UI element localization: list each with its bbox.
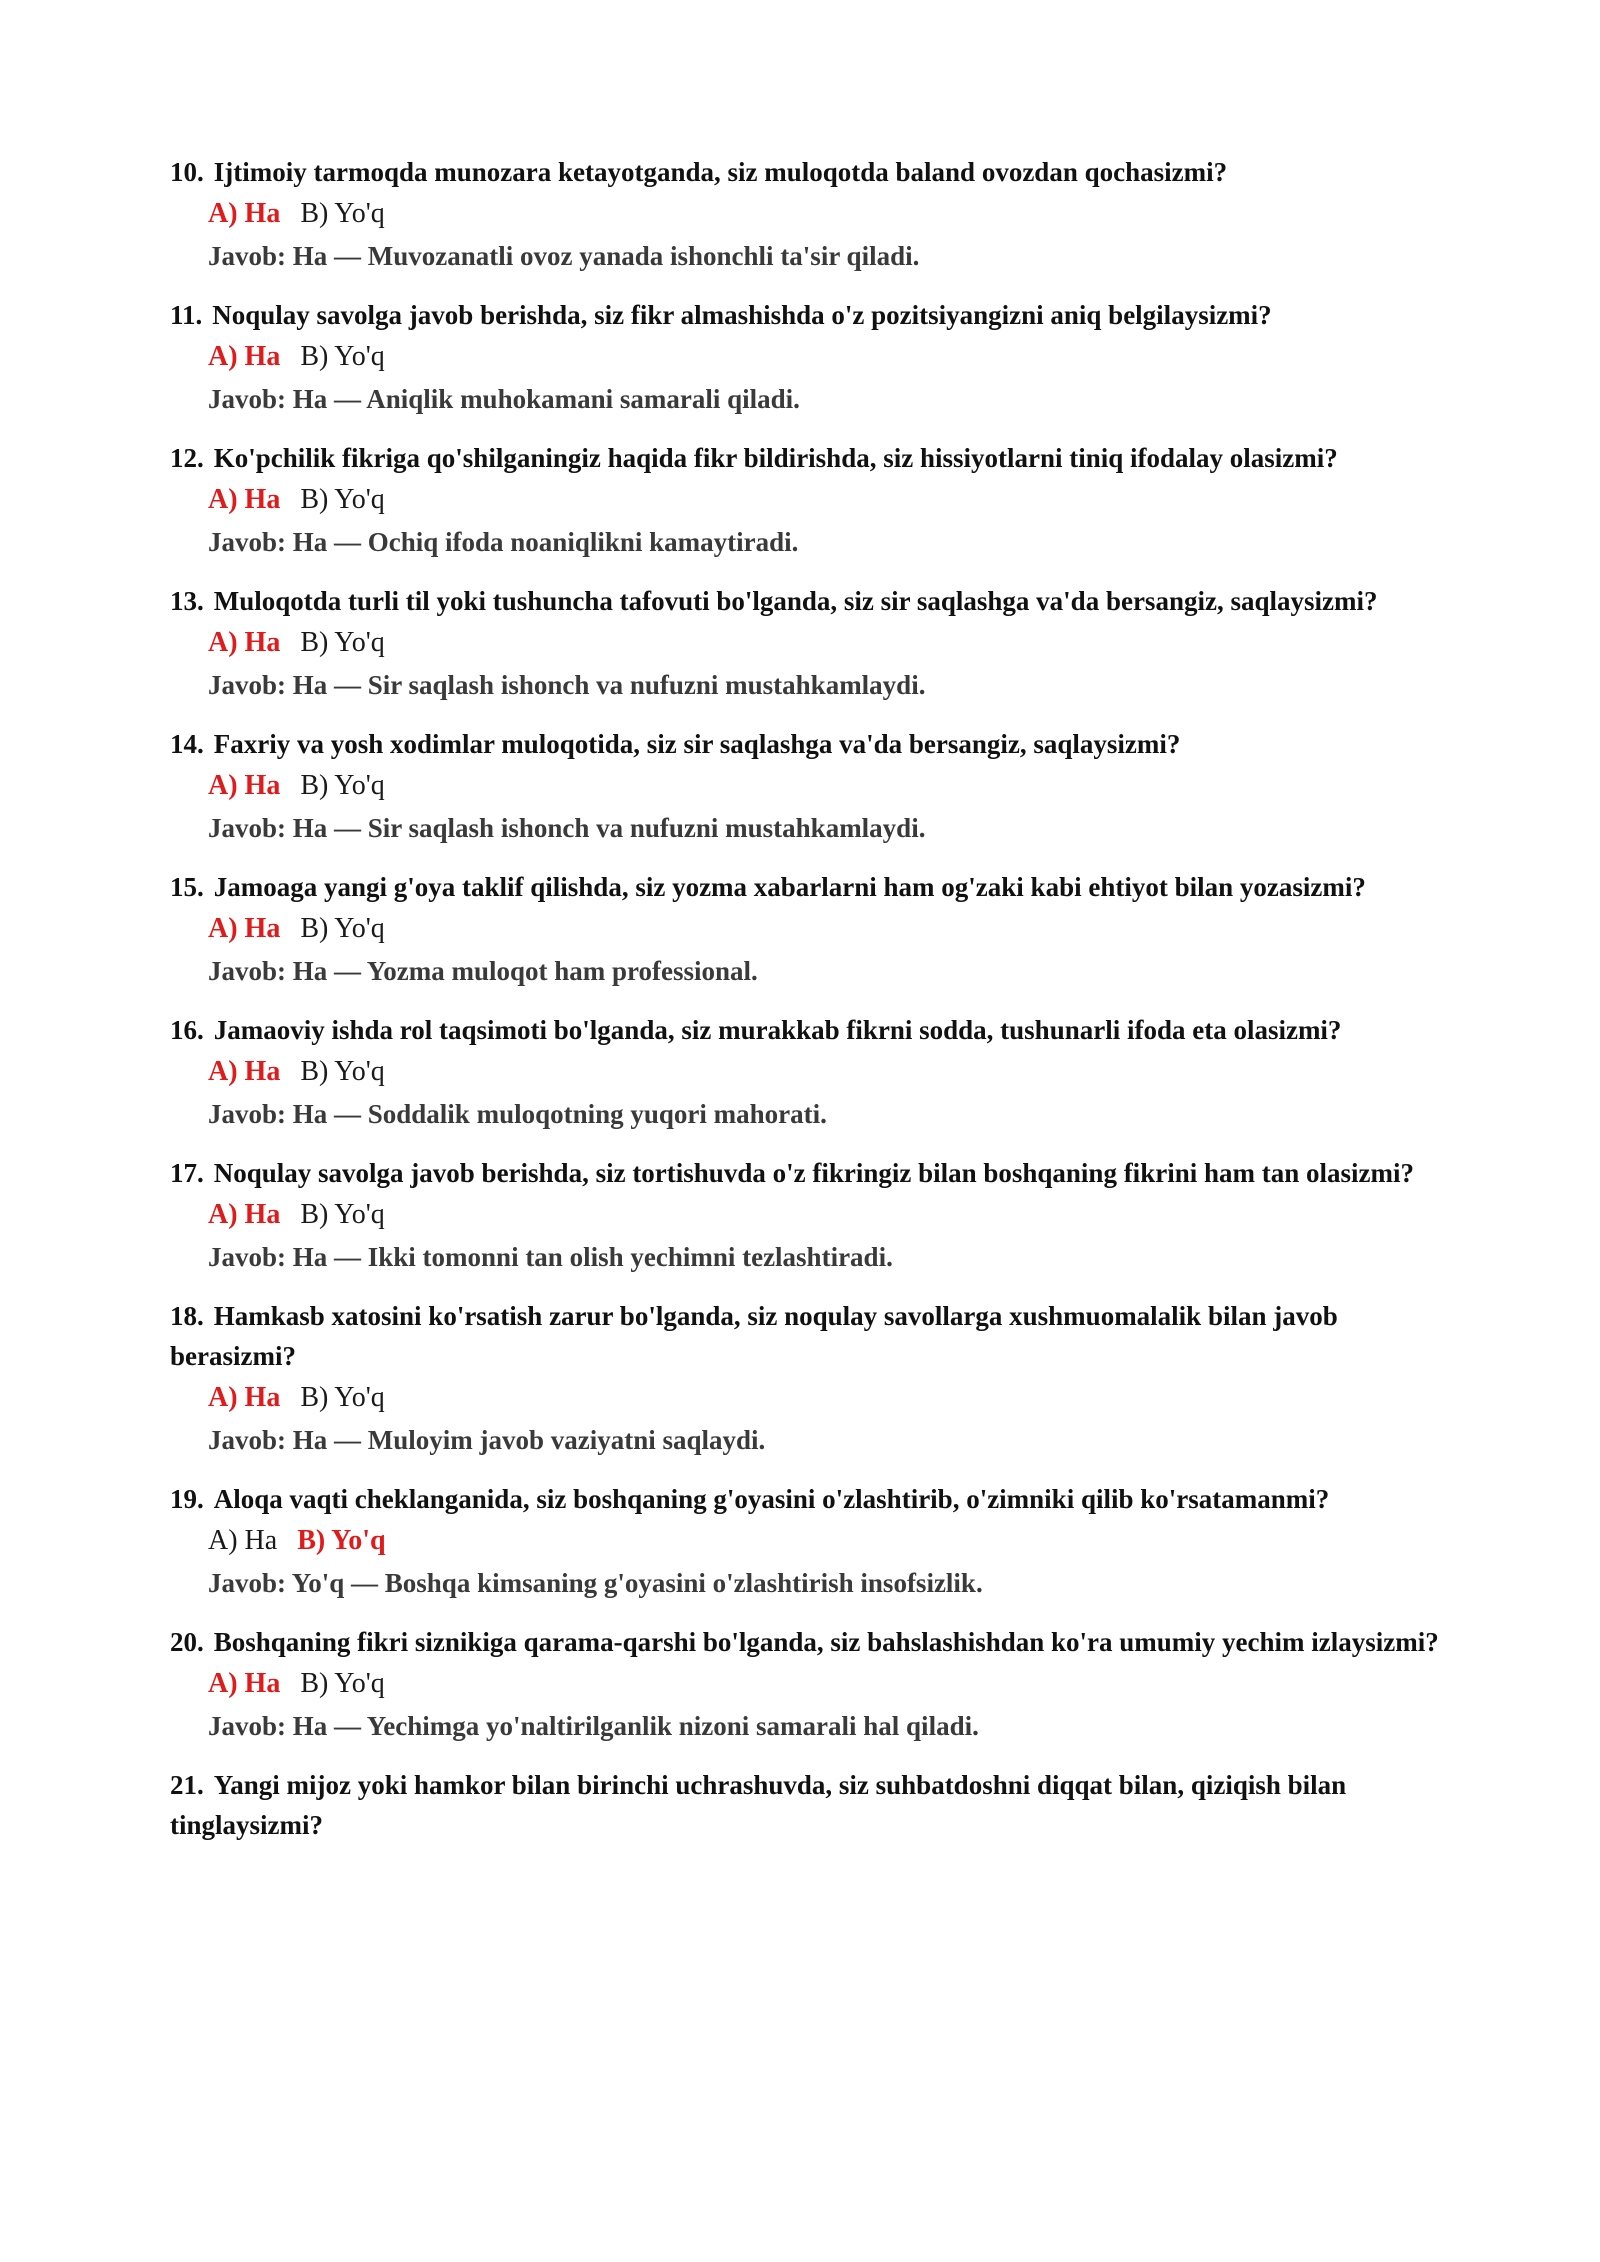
option-a: A) Ha bbox=[208, 627, 281, 658]
question-body: Ijtimoiy tarmoqda munozara ketayotganda, siz muloqotda baland ovozdan qochasizmi? bbox=[213, 157, 1228, 187]
question-body: Boshqaning fikri siznikiga qarama-qarshi bo'lganda, siz bahslashishdan ko'ra umumiy yechim izlaysizmi? bbox=[213, 1627, 1439, 1657]
question-text bbox=[170, 1765, 1440, 1845]
answer-options bbox=[170, 621, 1440, 664]
option-b: B) Yo'q bbox=[300, 627, 385, 658]
answer-options bbox=[170, 1050, 1440, 1093]
option-a: A) Ha bbox=[208, 770, 281, 801]
question-number: 10. bbox=[170, 157, 204, 187]
answer-options bbox=[170, 1662, 1440, 1705]
answer-explanation: Javob: Ha — Muvozanatli ovoz yanada ishonchli ta'sir qiladi. bbox=[208, 241, 920, 271]
question-body: Jamoaga yangi g'oya taklif qilishda, siz yozma xabarlarni ham og'zaki kabi ehtiyot bilan yozasizmi? bbox=[213, 872, 1366, 902]
question-text bbox=[170, 152, 1440, 192]
question-number: 20. bbox=[170, 1627, 204, 1657]
question-item bbox=[170, 1479, 1440, 1604]
answer-options bbox=[170, 764, 1440, 807]
option-b: B) Yo'q bbox=[300, 770, 385, 801]
question-text bbox=[170, 1622, 1440, 1662]
answer-explanation: Javob: Ha — Sir saqlash ishonch va nufuzni mustahkamlaydi. bbox=[208, 670, 926, 700]
document-page bbox=[170, 152, 1440, 1863]
question-number: 21. bbox=[170, 1770, 204, 1800]
question-text bbox=[170, 724, 1440, 764]
question-item bbox=[170, 1153, 1440, 1278]
question-body: Yangi mijoz yoki hamkor bilan birinchi uchrashuvda, siz suhbatdoshni diqqat bilan, qiziqish bilan tinglaysizmi? bbox=[170, 1770, 1347, 1840]
answer-explanation: Javob: Ha — Sir saqlash ishonch va nufuzni mustahkamlaydi. bbox=[208, 813, 926, 843]
question-body: Faxriy va yosh xodimlar muloqotida, siz sir saqlashga va'da bersangiz, saqlaysizmi? bbox=[213, 729, 1181, 759]
question-text bbox=[170, 295, 1440, 335]
question-number: 17. bbox=[170, 1158, 204, 1188]
option-a: A) Ha bbox=[208, 913, 281, 944]
option-b: B) Yo'q bbox=[300, 913, 385, 944]
option-b: B) Yo'q bbox=[300, 198, 385, 229]
question-item bbox=[170, 1296, 1440, 1461]
option-b: B) Yo'q bbox=[300, 1056, 385, 1087]
answer-options bbox=[170, 907, 1440, 950]
question-item bbox=[170, 438, 1440, 563]
question-item bbox=[170, 724, 1440, 849]
option-a: A) Ha bbox=[208, 1199, 281, 1230]
option-a: A) Ha bbox=[208, 341, 281, 372]
option-a: A) Ha bbox=[208, 484, 281, 515]
answer-explanation: Javob: Ha — Yozma muloqot ham professional. bbox=[208, 956, 758, 986]
option-b: B) Yo'q bbox=[300, 1199, 385, 1230]
question-text bbox=[170, 867, 1440, 907]
question-item bbox=[170, 295, 1440, 420]
question-item bbox=[170, 581, 1440, 706]
answer-options bbox=[170, 192, 1440, 235]
question-item bbox=[170, 1010, 1440, 1135]
option-b: B) Yo'q bbox=[300, 341, 385, 372]
question-number: 14. bbox=[170, 729, 204, 759]
option-b: B) Yo'q bbox=[300, 484, 385, 515]
question-number: 11. bbox=[170, 300, 203, 330]
answer-options bbox=[170, 1193, 1440, 1236]
option-b: B) Yo'q bbox=[300, 1668, 385, 1699]
question-body: Jamaoviy ishda rol taqsimoti bo'lganda, siz murakkab fikrni sodda, tushunarli ifoda eta olasizmi? bbox=[213, 1015, 1342, 1045]
question-text bbox=[170, 1479, 1440, 1519]
question-body: Aloqa vaqti cheklanganida, siz boshqaning g'oyasini o'zlashtirib, o'zimniki qilib ko'rsatamanmi? bbox=[213, 1484, 1330, 1514]
question-number: 15. bbox=[170, 872, 204, 902]
question-number: 19. bbox=[170, 1484, 204, 1514]
question-number: 12. bbox=[170, 443, 204, 473]
question-text bbox=[170, 1010, 1440, 1050]
option-a: A) Ha bbox=[208, 1382, 281, 1413]
answer-explanation: Javob: Ha — Ikki tomonni tan olish yechimni tezlashtiradi. bbox=[208, 1242, 893, 1272]
answer-explanation: Javob: Ha — Ochiq ifoda noaniqlikni kamaytiradi. bbox=[208, 527, 799, 557]
option-b: B) Yo'q bbox=[297, 1525, 386, 1556]
question-text bbox=[170, 1153, 1440, 1193]
question-body: Muloqotda turli til yoki tushuncha tafovuti bo'lganda, siz sir saqlashga va'da bersangiz, saqlaysizmi? bbox=[213, 586, 1378, 616]
question-text bbox=[170, 1296, 1440, 1376]
question-body: Hamkasb xatosini ko'rsatish zarur bo'lganda, siz noqulay savollarga xushmuomalalik bilan javob berasizmi? bbox=[170, 1301, 1338, 1371]
question-body: Noqulay savolga javob berishda, siz tortishuvda o'z fikringiz bilan boshqaning fikrini ham tan olasizmi? bbox=[213, 1158, 1414, 1188]
answer-explanation: Javob: Ha — Yechimga yo'naltirilganlik nizoni samarali hal qiladi. bbox=[208, 1711, 979, 1741]
option-a: A) Ha bbox=[208, 1525, 278, 1556]
question-number: 13. bbox=[170, 586, 204, 616]
option-a: A) Ha bbox=[208, 198, 281, 229]
question-item bbox=[170, 152, 1440, 277]
question-item bbox=[170, 867, 1440, 992]
answer-options bbox=[170, 335, 1440, 378]
answer-options bbox=[170, 478, 1440, 521]
question-item bbox=[170, 1765, 1440, 1845]
answer-options bbox=[170, 1519, 1440, 1562]
option-a: A) Ha bbox=[208, 1668, 281, 1699]
question-text bbox=[170, 581, 1440, 621]
answer-explanation: Javob: Ha — Soddalik muloqotning yuqori mahorati. bbox=[208, 1099, 827, 1129]
answer-explanation: Javob: Ha — Muloyim javob vaziyatni saqlaydi. bbox=[208, 1425, 766, 1455]
question-body: Ko'pchilik fikriga qo'shilganingiz haqida fikr bildirishda, siz hissiyotlarni tiniq ifodalay olasizmi? bbox=[213, 443, 1338, 473]
question-body: Noqulay savolga javob berishda, siz fikr almashishda o'z pozitsiyangizni aniq belgilaysizmi? bbox=[212, 300, 1272, 330]
answer-explanation: Javob: Yo'q — Boshqa kimsaning g'oyasini o'zlashtirish insofsizlik. bbox=[208, 1568, 983, 1598]
question-text bbox=[170, 438, 1440, 478]
option-a: A) Ha bbox=[208, 1056, 281, 1087]
answer-options bbox=[170, 1376, 1440, 1419]
option-b: B) Yo'q bbox=[300, 1382, 385, 1413]
answer-explanation: Javob: Ha — Aniqlik muhokamani samarali qiladi. bbox=[208, 384, 800, 414]
question-number: 18. bbox=[170, 1301, 204, 1331]
question-number: 16. bbox=[170, 1015, 204, 1045]
question-item bbox=[170, 1622, 1440, 1747]
